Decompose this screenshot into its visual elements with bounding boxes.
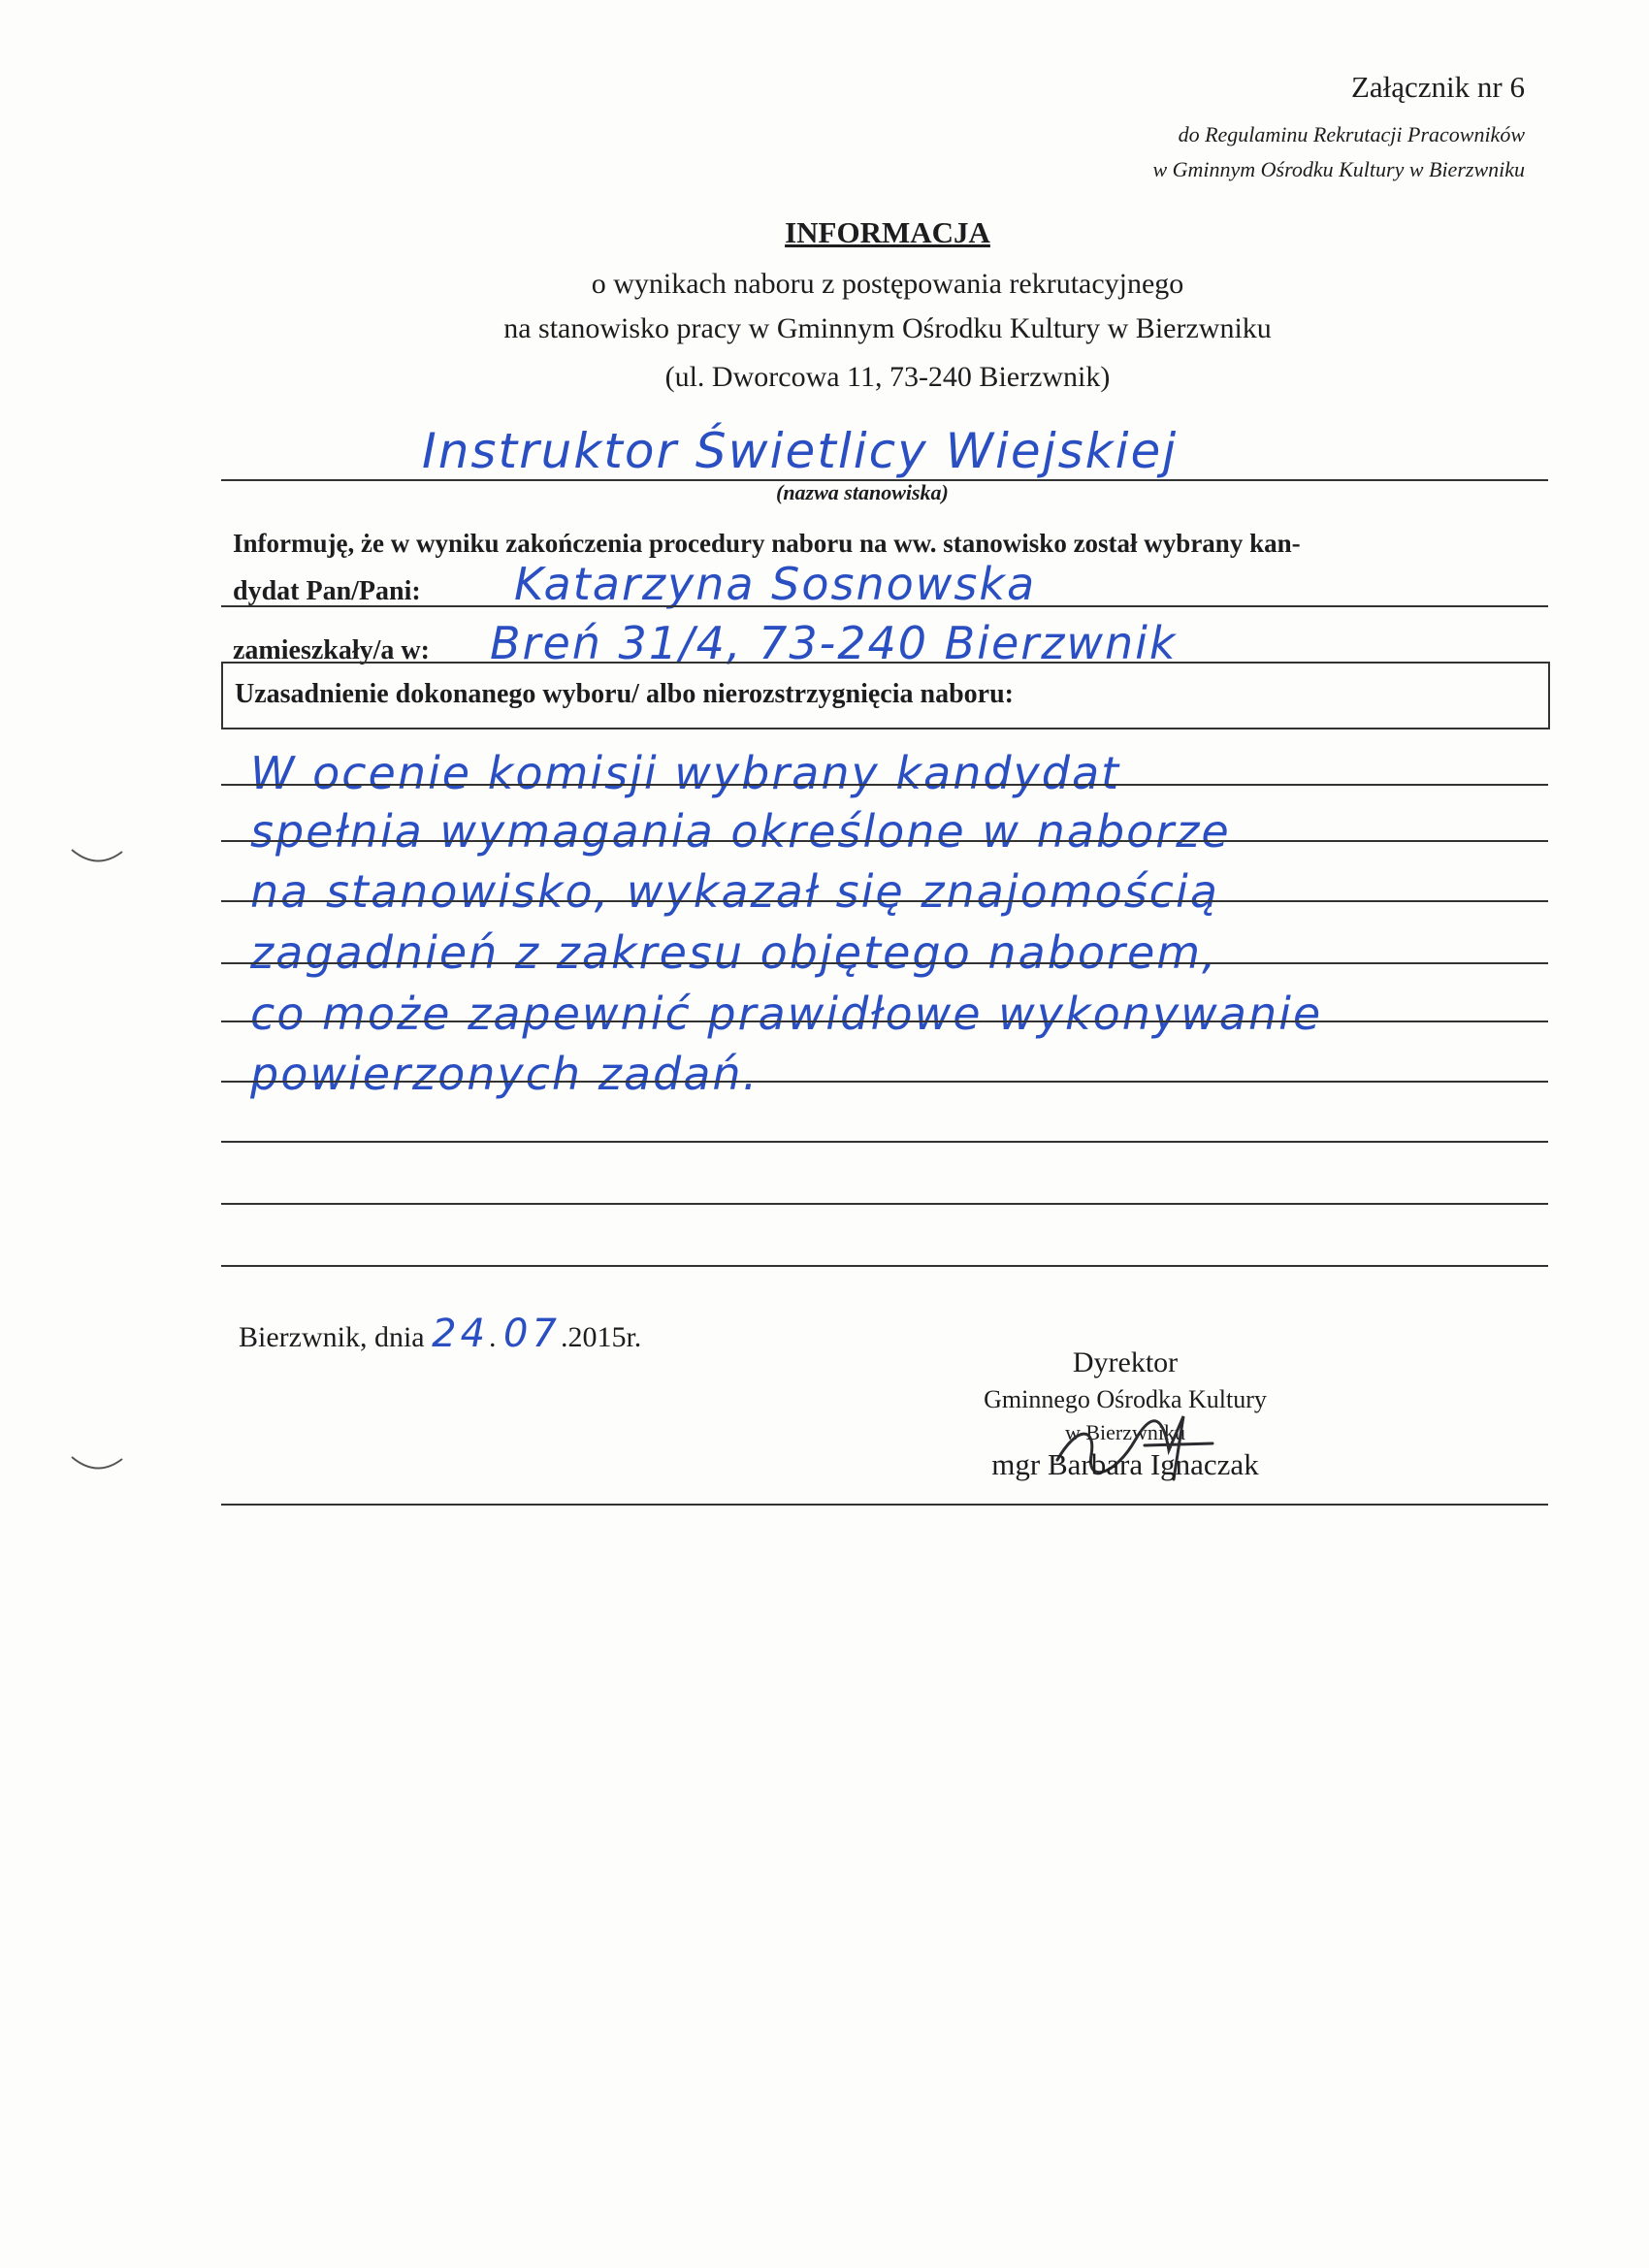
margin-mark-bottom <box>68 1449 126 1478</box>
date-month: 07 <box>503 1312 561 1356</box>
ruled-line-1 <box>221 784 1548 786</box>
date-day: 24 <box>432 1312 490 1356</box>
date-year: .2015r. <box>560 1321 642 1353</box>
ruled-line-6 <box>221 1081 1548 1083</box>
header-line-2: na stanowisko pracy w Gminnym Ośrodku Kultury w Bierzwniku <box>503 312 1272 344</box>
justification-label: Uzasadnienie dokonanego wyboru/ albo nierozstrzygnięcia naboru: <box>235 679 1014 709</box>
header-line-1: o wynikach naboru z postępowania rekrutacyjnego <box>591 268 1184 300</box>
margin-mark-top <box>68 842 126 871</box>
justification-line-2: spełnia wymagania określone w naborze <box>250 805 1231 858</box>
position-name-value: Instruktor Świetlicy Wiejskiej <box>422 423 1179 479</box>
justification-box <box>221 662 1550 729</box>
annex-line-1: do Regulaminu Rekrutacji Pracowników <box>1178 122 1525 146</box>
annex-line-2: w Gminnym Ośrodku Kultury w Bierzwniku <box>1152 157 1525 181</box>
date-dot: . <box>489 1321 497 1353</box>
justification-line-1: W ocenie komisji wybrany kandydat <box>250 747 1121 799</box>
date-line <box>239 1312 641 1356</box>
ruled-line-8 <box>221 1203 1548 1205</box>
signature-name: mgr Barbara Ignaczak <box>991 1447 1259 1481</box>
bottom-rule <box>221 1504 1548 1506</box>
justification-line-3: na stanowisko, wykazał się znajomością <box>250 865 1219 918</box>
ruled-line-3 <box>221 900 1548 902</box>
signature-org-line-2: w Bierzwniku <box>1064 1420 1186 1444</box>
statement-line-1: Informuję, że w wyniku zakończenia procedury naboru na ww. stanowisko został wybrany kan- <box>233 529 1301 558</box>
position-caption: (nazwa stanowiska) <box>776 480 949 504</box>
ruled-line-9 <box>221 1265 1548 1267</box>
justification-line-4: zagadnień z zakresu objętego naborem, <box>250 926 1218 979</box>
header-line-3: (ul. Dworcowa 11, 73-240 Bierzwnik) <box>664 361 1111 393</box>
candidate-label: dydat Pan/Pani: <box>233 576 421 606</box>
candidate-rule <box>221 605 1548 607</box>
date-prefix: Bierzwnik, dnia <box>239 1321 425 1353</box>
annex-number: Załącznik nr 6 <box>1350 70 1525 104</box>
ruled-line-7 <box>221 1141 1548 1143</box>
signature-title: Dyrektor <box>1072 1346 1179 1378</box>
ruled-line-5 <box>221 1021 1548 1022</box>
ruled-line-4 <box>221 962 1548 964</box>
signature-org-line-1: Gminnego Ośrodka Kultury <box>984 1385 1267 1413</box>
justification-line-5: co może zapewnić prawidłowe wykonywanie <box>250 988 1323 1040</box>
ruled-line-2 <box>221 840 1548 842</box>
address-value: Breń 31/4, 73-240 Bierzwnik <box>490 617 1178 669</box>
document-title: INFORMACJA <box>785 215 990 249</box>
candidate-value: Katarzyna Sosnowska <box>514 558 1037 610</box>
justification-line-6: powierzonych zadań. <box>250 1048 760 1100</box>
address-label: zamieszkały/a w: <box>233 635 430 665</box>
